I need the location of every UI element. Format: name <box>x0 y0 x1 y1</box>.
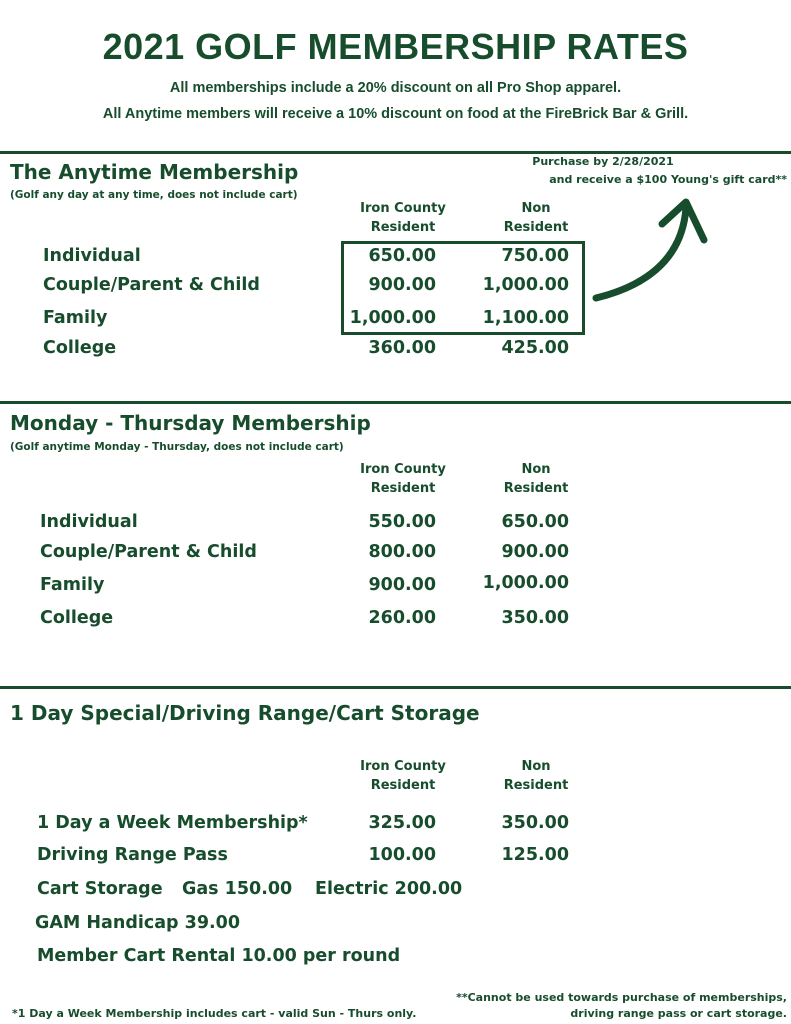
col-line: Resident <box>503 481 569 496</box>
row-label: 1 Day a Week Membership* <box>37 813 308 833</box>
row-label: Couple/Parent & Child <box>43 275 260 295</box>
row-label: Family <box>43 308 108 328</box>
divider <box>0 151 791 154</box>
row-resident: 900.00 <box>368 575 436 595</box>
special-col-resident <box>343 757 463 795</box>
row-resident: 260.00 <box>368 608 436 628</box>
cart-storage-gas: Gas 150.00 <box>182 879 293 899</box>
row-nonresident: 125.00 <box>501 845 569 865</box>
col-line: Non <box>521 201 551 216</box>
page-title: 2021 GOLF MEMBERSHIP RATES <box>102 26 689 67</box>
col-line: Resident <box>370 220 436 235</box>
header-line-2: All Anytime members will receive a 10% discount on food at the FireBrick Bar & Grill. <box>102 106 689 122</box>
arrow-up-icon <box>590 190 720 310</box>
monthu-col-resident <box>343 460 463 498</box>
row-resident: 650.00 <box>368 246 436 266</box>
row-resident: 325.00 <box>368 813 436 833</box>
special-title: 1 Day Special/Driving Range/Cart Storage <box>10 701 480 725</box>
row-resident: 1,000.00 <box>349 308 436 328</box>
anytime-col-resident <box>343 199 463 237</box>
row-nonresident: 350.00 <box>501 608 569 628</box>
col-line: Iron County <box>360 201 446 216</box>
col-line: Resident <box>503 220 569 235</box>
footnote-right-2: driving range pass or cart storage. <box>570 1007 787 1020</box>
anytime-note: (Golf any day at any time, does not include cart) <box>10 189 298 201</box>
col-line: Non <box>521 462 551 477</box>
divider <box>0 401 791 404</box>
row-nonresident: 1,100.00 <box>482 308 569 328</box>
row-nonresident: 1,000.00 <box>482 573 569 593</box>
promo-line-1: Purchase by 2/28/2021 <box>532 155 674 168</box>
anytime-title: The Anytime Membership <box>10 160 299 184</box>
member-cart-rental: Member Cart Rental 10.00 per round <box>37 946 401 966</box>
row-nonresident: 425.00 <box>501 338 569 358</box>
row-resident: 800.00 <box>368 542 436 562</box>
special-col-nonresident <box>486 757 586 795</box>
row-resident: 360.00 <box>368 338 436 358</box>
row-label: Individual <box>43 246 141 266</box>
row-resident: 100.00 <box>368 845 436 865</box>
row-label: College <box>40 608 114 628</box>
footnote-right-1: **Cannot be used towards purchase of memberships, <box>456 991 787 1004</box>
cart-storage-label: Cart Storage <box>37 879 163 899</box>
cart-storage-electric: Electric 200.00 <box>315 879 463 899</box>
col-line: Iron County <box>360 462 446 477</box>
row-resident: 900.00 <box>368 275 436 295</box>
col-line: Resident <box>503 778 569 793</box>
footnote-left: *1 Day a Week Membership includes cart - valid Sun - Thurs only. <box>12 1007 417 1020</box>
row-label: Individual <box>40 512 138 532</box>
promo-line-2: and receive a $100 Young's gift card** <box>549 173 787 186</box>
row-nonresident: 1,000.00 <box>482 275 569 295</box>
row-nonresident: 650.00 <box>501 512 569 532</box>
row-label: College <box>43 338 117 358</box>
col-line: Resident <box>370 481 436 496</box>
row-label: Family <box>40 575 105 595</box>
col-line: Resident <box>370 778 436 793</box>
anytime-col-nonresident <box>486 199 586 237</box>
divider <box>0 686 791 689</box>
row-nonresident: 900.00 <box>501 542 569 562</box>
row-nonresident: 350.00 <box>501 813 569 833</box>
col-line: Non <box>521 759 551 774</box>
row-label: Couple/Parent & Child <box>40 542 257 562</box>
monthu-title: Monday - Thursday Membership <box>10 411 371 435</box>
row-nonresident: 750.00 <box>501 246 569 266</box>
header-line-1: All memberships include a 20% discount on all Pro Shop apparel. <box>169 80 622 96</box>
row-label: Driving Range Pass <box>37 845 228 865</box>
col-line: Iron County <box>360 759 446 774</box>
monthu-note: (Golf anytime Monday - Thursday, does not include cart) <box>10 441 344 453</box>
row-resident: 550.00 <box>368 512 436 532</box>
monthu-col-nonresident <box>486 460 586 498</box>
gam-handicap: GAM Handicap 39.00 <box>35 913 241 933</box>
